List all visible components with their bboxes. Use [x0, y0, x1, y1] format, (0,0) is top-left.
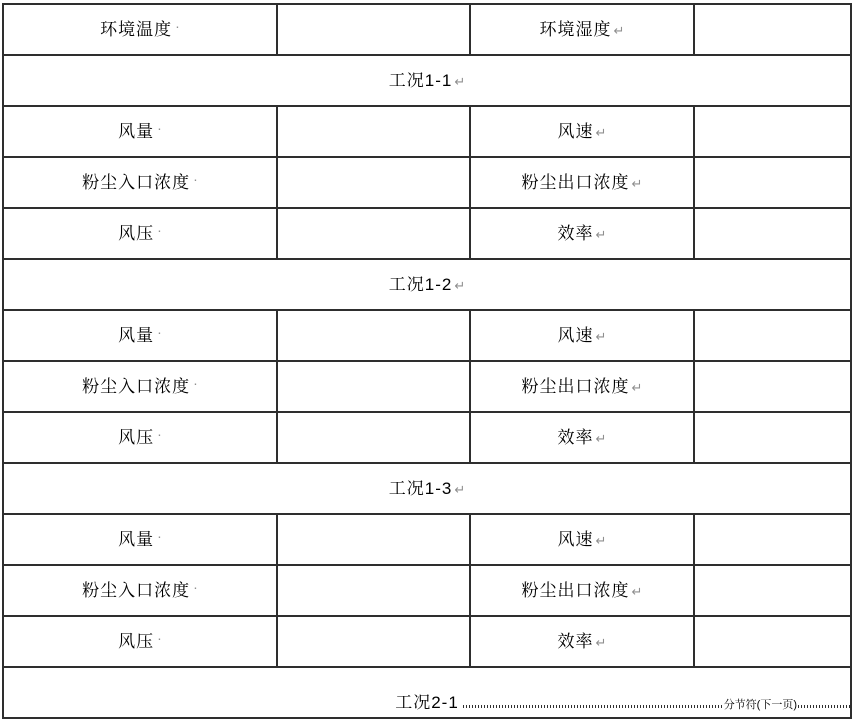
value-cell[interactable] — [277, 157, 470, 208]
value-cell[interactable] — [694, 157, 851, 208]
section-title-row-1-3 — [3, 463, 851, 514]
value-cell-ambient-temperature[interactable] — [277, 4, 470, 55]
label-cell-wind-speed — [470, 310, 694, 361]
label-text: 粉尘出口浓度 — [521, 173, 630, 192]
return-mark: ↵ — [613, 23, 625, 38]
table-row — [3, 208, 851, 259]
label-text: 效率 — [557, 428, 594, 447]
label-cell-dust-outlet-concentration — [470, 157, 694, 208]
return-mark: ↵ — [595, 227, 607, 242]
label-cell-air-volume — [3, 310, 277, 361]
table-row — [3, 157, 851, 208]
label-text: 风压 — [118, 224, 155, 243]
footer-section-cell — [3, 667, 851, 718]
label-text: 风压 — [118, 428, 155, 447]
section-title-cell — [3, 463, 851, 514]
value-cell[interactable] — [694, 616, 851, 667]
section-title-row-1-1 — [3, 55, 851, 106]
section-title-text: 工况1-3 — [388, 479, 453, 498]
return-mark: ↵ — [631, 380, 643, 395]
value-cell[interactable] — [277, 361, 470, 412]
table-row — [3, 514, 851, 565]
label-cell-wind-pressure — [3, 208, 277, 259]
label-cell-ambient-temperature — [3, 4, 277, 55]
label-text: 粉尘出口浓度 — [521, 377, 630, 396]
return-mark: ↵ — [595, 635, 607, 650]
space-mark: · — [193, 375, 198, 391]
label-cell-dust-outlet-concentration — [470, 565, 694, 616]
label-text: 环境温度 — [100, 20, 173, 39]
space-mark: · — [157, 120, 162, 136]
label-text: 粉尘入口浓度 — [82, 377, 191, 396]
space-mark: · — [193, 579, 198, 595]
label-cell-air-volume — [3, 106, 277, 157]
label-cell-air-volume — [3, 514, 277, 565]
section-title-text: 工况1-2 — [388, 275, 453, 294]
table-row — [3, 616, 851, 667]
value-cell[interactable] — [277, 565, 470, 616]
return-mark: ↵ — [454, 482, 466, 497]
section-title-row-1-2 — [3, 259, 851, 310]
measurement-table — [2, 3, 852, 719]
value-cell[interactable] — [277, 208, 470, 259]
label-cell-wind-pressure — [3, 616, 277, 667]
value-cell[interactable] — [277, 310, 470, 361]
label-cell-wind-speed — [470, 514, 694, 565]
value-cell[interactable] — [277, 514, 470, 565]
label-cell-efficiency — [470, 412, 694, 463]
section-title-text: 工况2-1 — [395, 692, 459, 712]
value-cell[interactable] — [277, 616, 470, 667]
value-cell[interactable] — [694, 412, 851, 463]
value-cell[interactable] — [694, 514, 851, 565]
value-cell[interactable] — [694, 106, 851, 157]
label-text: 粉尘入口浓度 — [82, 173, 191, 192]
value-cell[interactable] — [277, 412, 470, 463]
label-text: 风量 — [118, 530, 155, 549]
label-text: 风速 — [557, 122, 594, 141]
section-break-dotted-line — [798, 705, 850, 708]
label-text: 风速 — [557, 530, 594, 549]
return-mark: ↵ — [595, 125, 607, 140]
table-row — [3, 565, 851, 616]
value-cell[interactable] — [694, 208, 851, 259]
space-mark: · — [175, 18, 180, 34]
section-break-indicator — [459, 700, 850, 711]
return-mark: ↵ — [454, 74, 466, 89]
label-text: 风量 — [118, 326, 155, 345]
section-break-label: 分节符(下一页) — [723, 698, 798, 711]
label-cell-wind-speed — [470, 106, 694, 157]
space-mark: · — [157, 324, 162, 340]
section-title-row-2-1 — [3, 667, 851, 718]
label-text: 效率 — [557, 224, 594, 243]
label-text: 环境湿度 — [539, 20, 612, 39]
table-row — [3, 412, 851, 463]
label-cell-dust-inlet-concentration — [3, 361, 277, 412]
label-text: 风压 — [118, 632, 155, 651]
label-cell-efficiency — [470, 616, 694, 667]
table-row — [3, 361, 851, 412]
label-cell-dust-inlet-concentration — [3, 565, 277, 616]
label-text: 效率 — [557, 632, 594, 651]
return-mark: ↵ — [595, 329, 607, 344]
section-title-text: 工况1-1 — [388, 71, 453, 90]
value-cell[interactable] — [694, 565, 851, 616]
space-mark: · — [157, 630, 162, 646]
space-mark: · — [193, 171, 198, 187]
label-text: 粉尘入口浓度 — [82, 581, 191, 600]
label-cell-dust-outlet-concentration — [470, 361, 694, 412]
label-text: 风量 — [118, 122, 155, 141]
value-cell[interactable] — [277, 106, 470, 157]
return-mark: ↵ — [595, 533, 607, 548]
label-cell-ambient-humidity — [470, 4, 694, 55]
section-title-cell — [3, 55, 851, 106]
label-cell-dust-inlet-concentration — [3, 157, 277, 208]
space-mark: · — [157, 222, 162, 238]
return-mark: ↵ — [631, 176, 643, 191]
space-mark: · — [157, 426, 162, 442]
label-cell-wind-pressure — [3, 412, 277, 463]
label-text: 风速 — [557, 326, 594, 345]
return-mark: ↵ — [631, 584, 643, 599]
table-row — [3, 310, 851, 361]
value-cell[interactable] — [694, 361, 851, 412]
space-mark: · — [157, 528, 162, 544]
table-row-header — [3, 4, 851, 55]
return-mark: ↵ — [454, 278, 466, 293]
label-text: 粉尘出口浓度 — [521, 581, 630, 600]
value-cell-ambient-humidity[interactable] — [694, 4, 851, 55]
table-row — [3, 106, 851, 157]
value-cell[interactable] — [694, 310, 851, 361]
label-cell-efficiency — [470, 208, 694, 259]
return-mark: ↵ — [595, 431, 607, 446]
section-break-dotted-line — [463, 705, 723, 708]
section-title-cell — [3, 259, 851, 310]
